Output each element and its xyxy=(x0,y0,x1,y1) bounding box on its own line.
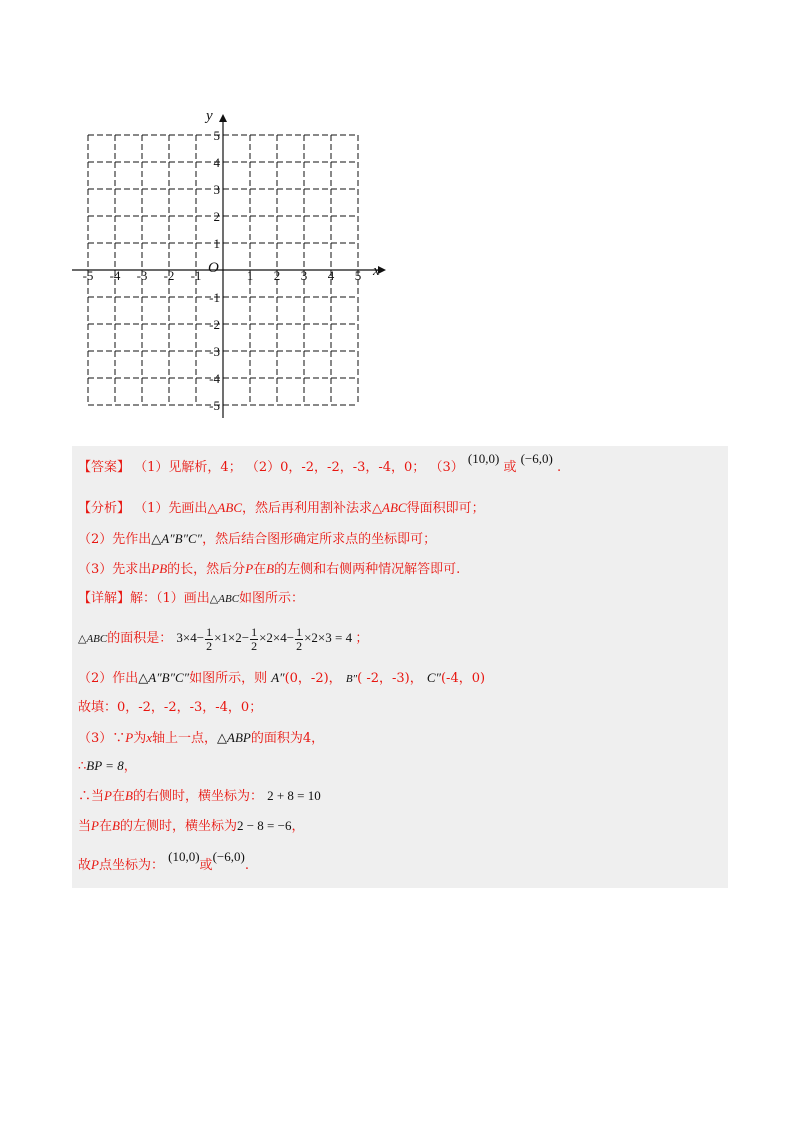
detail-text: （3）∵ xyxy=(78,731,126,746)
detail-text: 为 xyxy=(133,731,147,746)
analysis-text: 在 xyxy=(253,562,267,577)
detail-text: ， xyxy=(123,759,137,774)
formula-term: ×2×3 = 4 xyxy=(304,630,353,645)
detail-text: 解：（1）画出 xyxy=(130,591,210,606)
y-tick-label: -4 xyxy=(209,371,220,386)
point-label: P xyxy=(104,788,112,803)
detail-part2-line xyxy=(78,668,485,689)
detail-text: 的面积为4， xyxy=(250,731,325,746)
analysis-text: ，然后再利用割补法求 xyxy=(242,501,373,516)
analysis-line-3 xyxy=(78,559,460,580)
fraction-denominator: 2 xyxy=(206,638,213,653)
y-tick-label: 2 xyxy=(213,209,220,224)
detail-text: 点坐标为： xyxy=(98,858,164,873)
x-tick-label: 5 xyxy=(354,268,362,283)
point-label: B xyxy=(124,788,133,803)
solution-panel xyxy=(72,446,728,888)
coordinate-value: (-4，0) xyxy=(440,671,486,686)
fraction xyxy=(295,626,303,653)
detail-text: （2）作出 xyxy=(78,671,139,686)
answer-part1: （1）见解析，4； xyxy=(134,460,242,475)
fraction xyxy=(205,626,213,653)
y-axis-arrow xyxy=(219,114,227,122)
point-label: B″ xyxy=(345,673,358,685)
detail-line-1 xyxy=(78,589,304,609)
formula-term: ×1×2− xyxy=(214,630,250,645)
fraction-numerator: 1 xyxy=(206,624,213,639)
analysis-text: ，然后结合图形确定所求点的坐标即可； xyxy=(202,532,437,547)
point-label: P xyxy=(125,730,134,745)
y-tick-label: -1 xyxy=(209,290,220,305)
therefore-symbol: ∴ xyxy=(78,759,87,774)
x-axis-label: x xyxy=(373,263,380,279)
point-label: B xyxy=(266,561,275,576)
x-tick-label: -5 xyxy=(82,268,94,283)
answer-point-2: (−6,0) xyxy=(520,451,553,466)
equation: 2 − 8 = −6 xyxy=(236,818,292,833)
final-point-2: (−6,0) xyxy=(212,849,245,864)
detail-area-line xyxy=(78,618,368,658)
point-label: C″ xyxy=(426,670,441,685)
formula-term: ×2×4− xyxy=(259,630,295,645)
detail-text: ； xyxy=(355,631,369,646)
answer-part2: （2）0，-2，-2，-3，-4，0； xyxy=(245,460,426,475)
triangle-label: △ABP xyxy=(217,730,251,745)
coordinate-grid xyxy=(60,100,400,430)
analysis-text: 的长，然后分 xyxy=(167,562,246,577)
point-label: B xyxy=(111,818,120,833)
point-label: P xyxy=(91,857,99,872)
triangle-label: △ABC xyxy=(372,500,407,515)
analysis-text: （2）先作出 xyxy=(78,532,152,547)
fraction-denominator: 2 xyxy=(251,638,258,653)
triangle-label: △ABC xyxy=(78,633,108,645)
detail-text: 在 xyxy=(98,819,112,834)
point-label: A″ xyxy=(271,670,285,685)
segment-label: PB xyxy=(151,561,168,576)
equation: 2 + 8 = 10 xyxy=(267,788,321,803)
coordinate-value: (0，-2)， xyxy=(284,671,342,686)
y-tick-label: -3 xyxy=(209,344,220,359)
detail-text: 当 xyxy=(78,819,92,834)
detail-right-line xyxy=(78,786,321,807)
fraction-numerator: 1 xyxy=(296,624,303,639)
detail-left-line xyxy=(78,816,304,837)
formula-term: 3×4− xyxy=(176,630,205,645)
triangle-label: △ABC xyxy=(209,593,240,605)
detail-text: 的右侧时，横坐标为： xyxy=(132,789,263,804)
triangle-label: △A″B″C″ xyxy=(138,670,190,685)
y-tick-label: 5 xyxy=(213,128,220,143)
answer-tag: 【答案】 xyxy=(78,460,131,475)
analysis-text: （3）先求出 xyxy=(78,562,152,577)
y-tick-label: 1 xyxy=(213,236,220,251)
detail-text: 如图所示，则 xyxy=(189,671,268,686)
x-tick-label: 4 xyxy=(327,268,335,283)
y-tick-label: 3 xyxy=(213,182,220,197)
detail-text: 的面积是： xyxy=(107,631,173,646)
point-label: P xyxy=(245,561,254,576)
fraction-numerator: 1 xyxy=(251,624,258,639)
fraction-denominator: 2 xyxy=(296,638,303,653)
equation: BP = 8 xyxy=(86,758,124,773)
y-tick-label: -5 xyxy=(209,398,220,413)
answer-part3-label: （3） xyxy=(429,460,464,475)
area-formula xyxy=(176,624,355,653)
detail-text: ， xyxy=(291,819,305,834)
triangle-label: △A″B″C″ xyxy=(151,531,203,546)
detail-text: 如图所示： xyxy=(239,591,305,606)
x-tick-label: -1 xyxy=(190,268,202,283)
y-tick-label: -2 xyxy=(209,317,220,332)
origin-label: O xyxy=(208,260,219,276)
detail-text: 在 xyxy=(111,789,125,804)
answer-end: . xyxy=(556,460,562,475)
detail-text: . xyxy=(244,858,249,873)
detail-tag: 【详解】 xyxy=(78,591,131,606)
axis-name: x xyxy=(146,730,153,745)
detail-text: 或 xyxy=(199,858,213,873)
final-point-1: (10,0) xyxy=(168,849,200,864)
detail-text: ∴当 xyxy=(78,789,105,804)
x-tick-label: 1 xyxy=(246,268,254,283)
detail-text: 轴上一点， xyxy=(152,731,218,746)
answer-point-1: (10,0) xyxy=(467,451,500,466)
detail-final-line xyxy=(78,850,249,880)
analysis-text: 得面积即可； xyxy=(406,501,485,516)
x-tick-label: 3 xyxy=(300,268,308,283)
detail-bp-line xyxy=(78,756,137,777)
triangle-label: △ABC xyxy=(207,500,242,515)
x-tick-label: -4 xyxy=(109,268,121,283)
x-tick-label: -2 xyxy=(163,268,175,283)
y-tick-label: 4 xyxy=(213,155,220,170)
analysis-text: 的左侧和右侧两种情况解答即可. xyxy=(274,562,461,577)
point-label: P xyxy=(91,818,99,833)
analysis-tag: 【分析】 xyxy=(78,501,131,516)
coordinate-value: ( -2，-3)， xyxy=(357,671,423,686)
x-tick-label: 2 xyxy=(273,268,281,283)
x-tick-label: -3 xyxy=(136,268,148,283)
detail-text: 故 xyxy=(78,858,92,873)
analysis-text: （1）先画出 xyxy=(134,501,208,516)
y-axis-label: y xyxy=(206,108,213,124)
detail-fill-line xyxy=(78,698,262,718)
analysis-line-2 xyxy=(78,529,436,550)
detail-text: 故填：0，-2，-2，-3，-4，0； xyxy=(78,700,263,715)
detail-text: 的左侧时，横坐标为 xyxy=(119,819,237,834)
answer-or: 或 xyxy=(503,460,517,475)
fraction xyxy=(250,626,258,653)
analysis-line-1 xyxy=(78,498,485,519)
answer-line xyxy=(78,452,561,482)
detail-part3-line xyxy=(78,728,324,749)
